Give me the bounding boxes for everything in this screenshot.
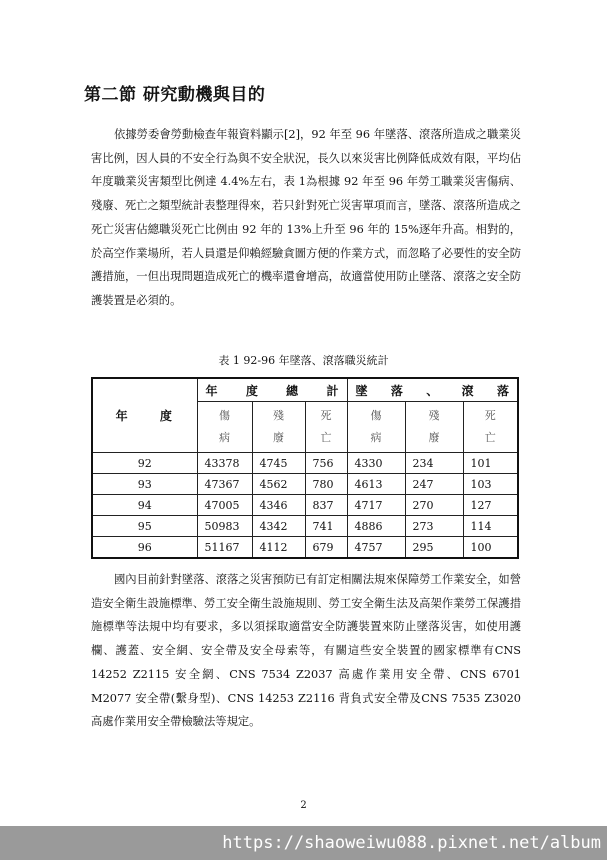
subheader-disability-total: 殘廢: [252, 402, 305, 453]
table-header-group-row: [92, 378, 518, 402]
cell-fall-death: 101: [463, 453, 518, 474]
subheader-injury-fall: 傷病: [347, 402, 405, 453]
paragraph-regulations: 國內目前針對墜落、滾落之災害預防已有訂定相關法規來保障勞工作業安全，如營造安全衛生設施標準、勞工安全衛生設施規則、勞工安全衛生法及高架作業勞工保護措施標準等法規中均有要求，多以須採取適當安全防護裝置來防止墜落災害，如使用護欄、護蓋、安全網、安全帶及安全母索等，有關這些安全裝置的國家標準有CNS 14252 Z2115 安全網、CNS 7534 Z2037 高處作業用安全帶、CNS 6701 M2077 安全帶(繫身型)、CNS 14253 Z2116 背負式安全帶及CNS 7535 Z3020 高處作業用安全帶檢驗法等規定。: [91, 573, 521, 729]
cell-fall-injury: 4613: [347, 474, 405, 495]
table-row: [92, 516, 518, 537]
cell-fall-death: 103: [463, 474, 518, 495]
cell-total-death: 756: [305, 453, 347, 474]
cell-year: 95: [92, 516, 197, 537]
cell-fall-disability: 295: [405, 537, 463, 559]
cell-fall-death: 114: [463, 516, 518, 537]
cell-fall-injury: 4330: [347, 453, 405, 474]
year-column-header: 年 度: [92, 378, 197, 453]
subheader-injury-total: 傷病: [197, 402, 252, 453]
paragraph-motivation: 依據勞委會勞動檢查年報資料顯示[2]，92 年至 96 年墜落、滾落所造成之職業災害比例，因人員的不安全行為與不安全狀況，長久以來災害比例降低成效有限，平均佔年度職業災害類型比例達 4.4%左右，表 1為根據 92 年至 96 年勞工職業災害傷病、殘廢、死亡之類型統計表整理得來，若只針對死亡災害單項而言，墜落、滾落所造成之死亡災害佔總職災死亡比例由 92 年的 13%上升至 96 年的 15%逐年升高。相對的，於高空作業場所，若人員還是仰賴經驗貪圖方便的作業方式，而忽略了必要性的安全防護措施，一但出現問題造成死亡的機率還會增高，故適當使用防止墜落、滾落之安全防護裝置是必須的。: [91, 128, 521, 307]
cell-total-death: 780: [305, 474, 347, 495]
table-row: [92, 453, 518, 474]
cell-total-injury: 50983: [197, 516, 252, 537]
cell-year: 96: [92, 537, 197, 559]
cell-total-disability: 4346: [252, 495, 305, 516]
cell-total-injury: 51167: [197, 537, 252, 559]
cell-total-disability: 4562: [252, 474, 305, 495]
cell-year: 94: [92, 495, 197, 516]
cell-fall-disability: 273: [405, 516, 463, 537]
section-heading: 第二節 研究動機與目的: [84, 85, 266, 105]
group-header-fall: 墜落、滾落: [347, 378, 518, 402]
cell-total-disability: 4745: [252, 453, 305, 474]
subheader-death-total: 死亡: [305, 402, 347, 453]
watermark-url: https://shaoweiwu088.pixnet.net/album: [0, 826, 607, 860]
cell-fall-death: 100: [463, 537, 518, 559]
table-row: [92, 537, 518, 559]
cell-total-death: 837: [305, 495, 347, 516]
cell-total-disability: 4112: [252, 537, 305, 559]
table-caption: 表 1 92-96 年墜落、滾落職災統計: [218, 354, 389, 367]
cell-total-disability: 4342: [252, 516, 305, 537]
subheader-death-fall: 死亡: [463, 402, 518, 453]
cell-total-death: 679: [305, 537, 347, 559]
cell-fall-injury: 4717: [347, 495, 405, 516]
page-number: 2: [300, 800, 307, 811]
subheader-disability-fall: 殘廢: [405, 402, 463, 453]
fall-accident-table: [91, 377, 519, 559]
cell-fall-disability: 270: [405, 495, 463, 516]
group-header-total: 年度總計: [197, 378, 347, 402]
cell-fall-injury: 4757: [347, 537, 405, 559]
cell-year: 93: [92, 474, 197, 495]
table-row: [92, 474, 518, 495]
cell-fall-disability: 247: [405, 474, 463, 495]
cell-fall-death: 127: [463, 495, 518, 516]
cell-total-death: 741: [305, 516, 347, 537]
cell-fall-disability: 234: [405, 453, 463, 474]
cell-total-injury: 47005: [197, 495, 252, 516]
table-row: [92, 495, 518, 516]
cell-fall-injury: 4886: [347, 516, 405, 537]
cell-year: 92: [92, 453, 197, 474]
cell-total-injury: 47367: [197, 474, 252, 495]
cell-total-injury: 43378: [197, 453, 252, 474]
